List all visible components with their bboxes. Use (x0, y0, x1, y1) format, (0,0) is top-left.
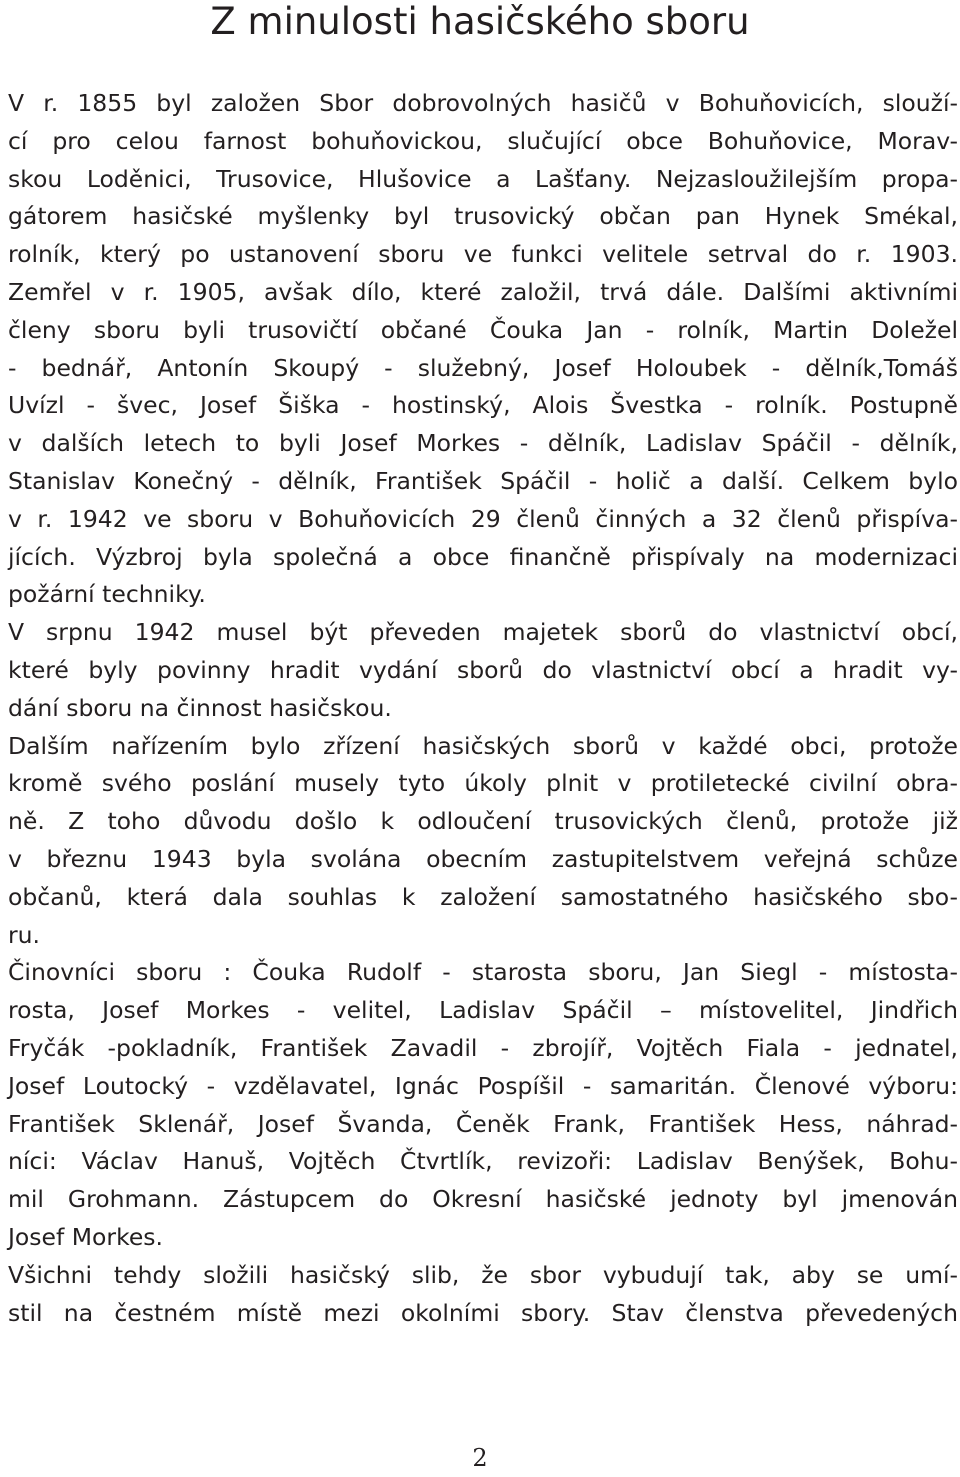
text-line: stil na čestném místě mezi okolními sbory. Stav členstva převedených (8, 1298, 958, 1327)
text-line: Dalším nařízením bylo zřízení hasičských sborů v každé obci, protože (8, 731, 958, 760)
text-line: které byly povinny hradit vydání sborů do vlastnictví obcí a hradit vy- (8, 655, 958, 684)
text-line: níci: Václav Hanuš, Vojtěch Čtvrtlík, revizoři: Ladislav Benýšek, Bohu- (8, 1147, 958, 1176)
page-number: 2 (472, 1444, 488, 1472)
text-line: skou Loděnici, Trusovice, Hlušovice a Lašťany. Nejzasloužilejším propa- (8, 164, 958, 193)
text-line: gátorem hasičské myšlenky byl trusovický občan pan Hynek Smékal, (8, 202, 958, 231)
text-line: ně. Z toho důvodu došlo k odloučení trusovických členů, protože již (8, 807, 958, 836)
text-line: cí pro celou farnost bohuňovickou, slučující obce Bohuňovice, Morav- (8, 126, 958, 155)
text-line: v březnu 1943 byla svolána obecním zastupitelstvem veřejná schůze (8, 844, 958, 873)
text-line: v r. 1942 ve sboru v Bohuňovicích 29 členů činných a 32 členů přispíva- (8, 504, 958, 533)
text-line: ru. (8, 920, 41, 949)
body-text (8, 85, 958, 1332)
text-line: občanů, která dala souhlas k založení samostatného hasičského sbo- (8, 882, 958, 911)
text-line: v dalších letech to byli Josef Morkes - dělník, Ladislav Spáčil - dělník, (8, 429, 958, 458)
text-line: Josef Loutocký - vzdělavatel, Ignác Pospíšil - samaritán. Členové výboru: (8, 1071, 958, 1100)
text-line: členy sboru byli trusovičtí občané Čouka Jan - rolník, Martin Doležel (8, 315, 958, 344)
text-line: Činovníci sboru : Čouka Rudolf - starosta sboru, Jan Siegl - místosta- (8, 958, 958, 987)
text-line: V srpnu 1942 musel být převeden majetek sborů do vlastnictví obcí, (8, 618, 958, 647)
text-line: - bednář, Antonín Skoupý - služebný, Josef Holoubek - dělník,Tomáš (8, 353, 958, 382)
page-title: Z minulosti hasičského sboru (210, 0, 750, 43)
text-line: mil Grohmann. Zástupcem do Okresní hasičské jednoty byl jmenován (8, 1185, 958, 1214)
text-line: Všichni tehdy složili hasičský slib, že sbor vybudují tak, aby se umí- (8, 1260, 958, 1289)
text-line: Stanislav Konečný - dělník, František Spáčil - holič a další. Celkem bylo (8, 466, 958, 495)
text-line: rolník, který po ustanovení sboru ve funkci velitele setrval do r. 1903. (8, 240, 958, 269)
text-line: Zemřel v r. 1905, avšak dílo, které založil, trvá dále. Dalšími aktivními (8, 277, 958, 306)
text-line: kromě svého poslání musely tyto úkoly plnit v protiletecké civilní obra- (8, 769, 958, 798)
text-line: Fryčák -pokladník, František Zavadil - zbrojíř, Vojtěch Fiala - jednatel, (8, 1033, 958, 1062)
text-line: Josef Morkes. (8, 1222, 164, 1251)
text-line: požární techniky. (8, 580, 206, 609)
text-line: rosta, Josef Morkes - velitel, Ladislav Spáčil – místovelitel, Jindřich (8, 996, 958, 1025)
text-line: Uvízl - švec, Josef Šiška - hostinský, Alois Švestka - rolník. Postupně (8, 391, 958, 420)
text-line: František Sklenář, Josef Švanda, Čeněk Frank, František Hess, náhrad- (8, 1109, 958, 1138)
text-line: jících. Výzbroj byla společná a obce finančně přispívaly na modernizaci (8, 542, 958, 571)
text-line: dání sboru na činnost hasičskou. (8, 693, 392, 722)
text-line: V r. 1855 byl založen Sbor dobrovolných hasičů v Bohuňovicích, slouží- (8, 89, 958, 117)
